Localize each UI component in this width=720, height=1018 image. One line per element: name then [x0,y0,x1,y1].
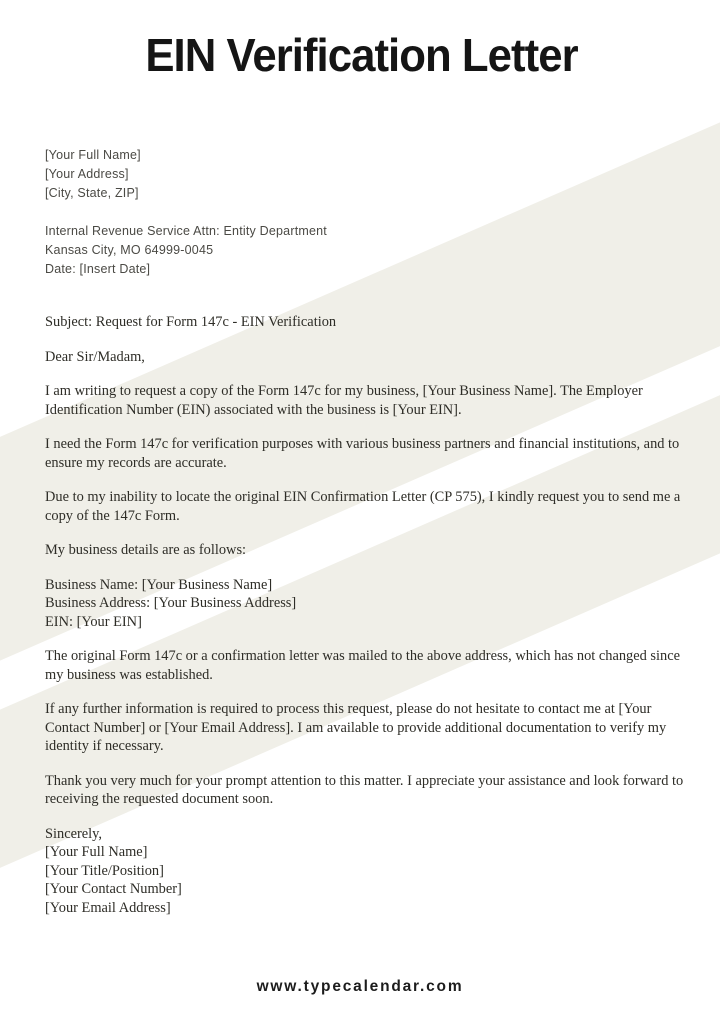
letter-body [45,313,685,917]
sender-block [45,146,678,203]
page-title: EIN Verification Letter [145,29,578,81]
closing-sincerely: Sincerely, [45,825,103,842]
recipient-org: Internal Revenue Service Attn: Entity Department [45,224,327,238]
paragraph-request: I am writing to request a copy of the Form 147c for my business, [Your Business Name]. The Employer Identification Number (EIN) associated with the business is [Your EIN]. [45,383,643,418]
closing-contact: [Your Contact Number] [45,881,182,897]
paragraph-details-intro: My business details are as follows: [45,542,247,558]
paragraph-reason: Due to my inability to locate the original EIN Confirmation Letter (CP 575), I kindly request you to send me a copy of the 147c Form. [45,489,681,524]
sender-city-state-zip: [City, State, ZIP] [45,186,139,200]
detail-business-name: Business Name: [Your Business Name] [45,576,273,593]
recipient-city: Kansas City, MO 64999-0045 [45,243,214,257]
detail-ein: EIN: [Your EIN] [45,613,142,630]
salutation: Dear Sir/Madam, [45,348,145,365]
sender-name: [Your Full Name] [45,148,141,162]
detail-business-address: Business Address: [Your Business Address] [45,595,297,611]
paragraph-thanks: Thank you very much for your prompt attention to this matter. I appreciate your assistance and look forward to receiving the requested document soon. [45,772,684,807]
business-details-block [45,576,685,632]
sender-address: [Your Address] [45,167,129,181]
subject-line: Subject: Request for Form 147c - EIN Verification [45,314,337,330]
paragraph-contact-info: If any further information is required to process this request, please do not hesitate to contact me at [Your Contact Number] or [Your Email Address]. I am available to provide additional documentation to verify my identity if necessary. [45,701,667,754]
closing-block [45,825,685,918]
recipient-block [45,222,678,279]
footer-url: www.typecalendar.com [256,978,464,995]
closing-email: [Your Email Address] [45,899,171,916]
closing-name: [Your Full Name] [45,844,148,860]
paragraph-original-mailing: The original Form 147c or a confirmation letter was mailed to the above address, which has not changed since my business was established. [45,648,680,683]
paragraph-purpose: I need the Form 147c for verification purposes with various business partners and financial institutions, and to ensure my records are accurate. [45,436,680,471]
letter-date: Date: [Insert Date] [45,262,151,276]
closing-title: [Your Title/Position] [45,862,164,879]
